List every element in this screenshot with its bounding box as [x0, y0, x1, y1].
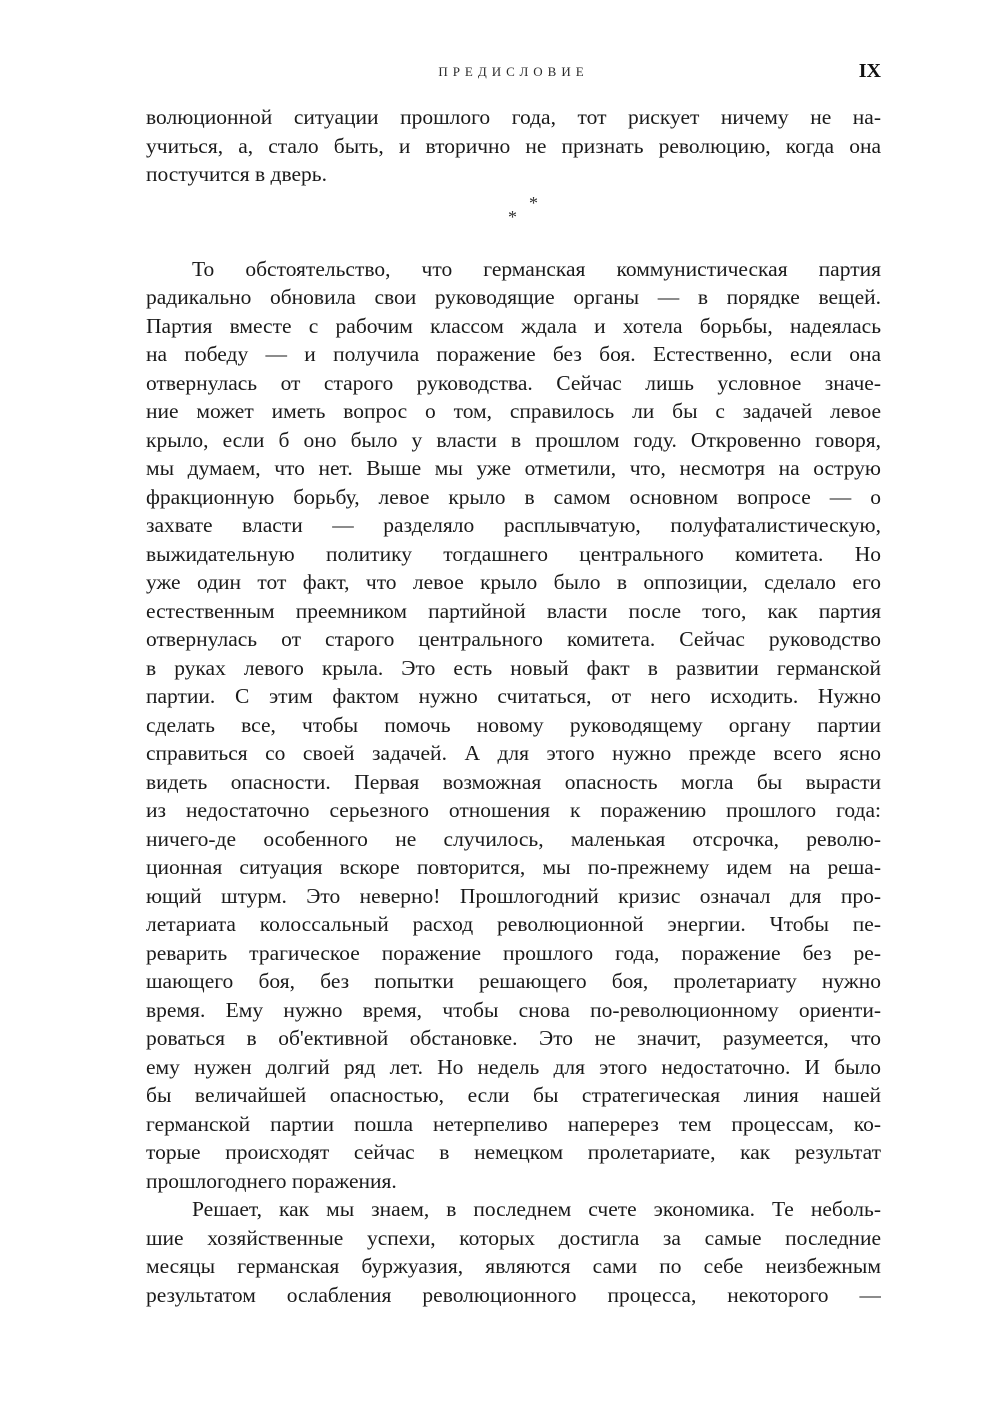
- text-line: прошлогоднего поражения.: [146, 1168, 397, 1193]
- running-title: ПРЕДИСЛОВИЕ: [438, 64, 589, 79]
- running-head: [146, 60, 881, 90]
- text-line: сделать все, чтобы помочь новому руководящему органу партии: [146, 712, 881, 737]
- page-number: IX: [858, 60, 881, 82]
- text-line: ние может иметь вопрос о том, справилось ли бы с задачей левое: [146, 399, 881, 423]
- text-line: из недостаточно серьезного отношения к поражению прошлого года:: [146, 798, 881, 822]
- text-line: роваться в об'ективной обстановке. Это не значит, разумеется, что: [146, 1026, 881, 1050]
- section-break-asterism: [146, 189, 881, 239]
- text-line: радикально обновила свои руководящие органы — в порядке вещей.: [146, 285, 881, 309]
- text-line: естественным преемником партийной власти после того, как партия: [146, 598, 881, 623]
- text-line: отвернулась от старого руководства. Сейчас лишь условное значе-: [146, 370, 881, 395]
- text-line: мы думаем, что нет. Выше мы уже отметили, что, несмотря на острую: [146, 456, 881, 480]
- text-line: отвернулась от старого центрального комитета. Сейчас руководство: [146, 627, 881, 651]
- text-line: Решает, как мы знаем, в последнем счете экономика. Те неболь-: [192, 1197, 881, 1221]
- text-line: ему нужен долгий ряд лет. Но недель для этого недостаточно. И было: [146, 1054, 881, 1079]
- text-line: германской партии пошла нетерпеливо наперерез тем процессам, ко-: [146, 1111, 881, 1136]
- text-line: партии. С этим фактом нужно считаться, от него исходить. Нужно: [146, 684, 881, 708]
- text-line: видеть опасности. Первая возможная опасность могла бы вырасти: [146, 769, 881, 794]
- opening-paragraph: [146, 103, 881, 189]
- text-line: шие хозяйственные успехи, которых достигла за самые последние: [146, 1225, 881, 1250]
- text-line: бы величайшей опасностью, если бы стратегическая линия нашей: [146, 1083, 881, 1107]
- text-line: фракционную борьбу, левое крыло в самом основном вопросе — о: [146, 484, 881, 509]
- text-line: Партия вместе с рабочим классом ждала и хотела борьбы, надеялась: [146, 313, 881, 338]
- text-line: То обстоятельство, что германская коммунистическая партия: [192, 256, 881, 281]
- text-line: ющий штурм. Это неверно! Прошлогодний кризис означал для про-: [146, 883, 881, 908]
- text-line: реварить трагическое поражение прошлого года, поражение без ре-: [146, 940, 881, 965]
- paragraph-2: [146, 1195, 881, 1309]
- asterisk: *: [508, 206, 517, 227]
- text-line: шающего боя, без попытки решающего боя, пролетариату нужно: [146, 969, 881, 993]
- text-line: крыло, если б оно было у власти в прошлом году. Откровенно говоря,: [146, 427, 881, 452]
- text-line: учиться, а, стало быть, и вторично не признать революцию, когда она: [146, 133, 881, 158]
- paragraph-1: [146, 255, 881, 1196]
- text-line: постучится в дверь.: [146, 162, 327, 186]
- asterisk: *: [529, 192, 538, 213]
- text-line: ничего-де особенного не случилось, маленькая отсрочка, револю-: [146, 826, 881, 851]
- text-line: ционная ситуация вскоре повторится, мы по-прежнему идем на реша-: [146, 855, 881, 879]
- text-line: выжидательную политику тогдашнего центрального комитета. Но: [146, 541, 881, 566]
- text-line: летариата колоссальный расход революционной энергии. Чтобы пе-: [146, 912, 881, 936]
- text-line: на победу — и получила поражение без боя. Естественно, если она: [146, 342, 881, 366]
- text-line: в руках левого крыла. Это есть новый факт в развитии германской: [146, 655, 881, 680]
- text-line: уже один тот факт, что левое крыло было в оппозиции, сделало его: [146, 570, 881, 594]
- text-line: результатом ослабления революционного процесса, некоторого —: [146, 1282, 881, 1307]
- text-line: время. Ему нужно время, чтобы снова по-революционному ориенти-: [146, 997, 881, 1022]
- text-line: месяцы германская буржуазия, являются сами по себе неизбежным: [146, 1254, 881, 1278]
- body-text: [146, 103, 881, 1309]
- text-line: торые происходят сейчас в немецком пролетариате, как результат: [146, 1140, 881, 1164]
- text-line: справиться со своей задачей. А для этого нужно прежде всего ясно: [146, 741, 881, 765]
- text-line: захвате власти — разделяло расплывчатую, полуфаталистическую,: [146, 513, 881, 537]
- text-line: волюционной ситуации прошлого года, тот рискует ничему не на-: [146, 105, 881, 129]
